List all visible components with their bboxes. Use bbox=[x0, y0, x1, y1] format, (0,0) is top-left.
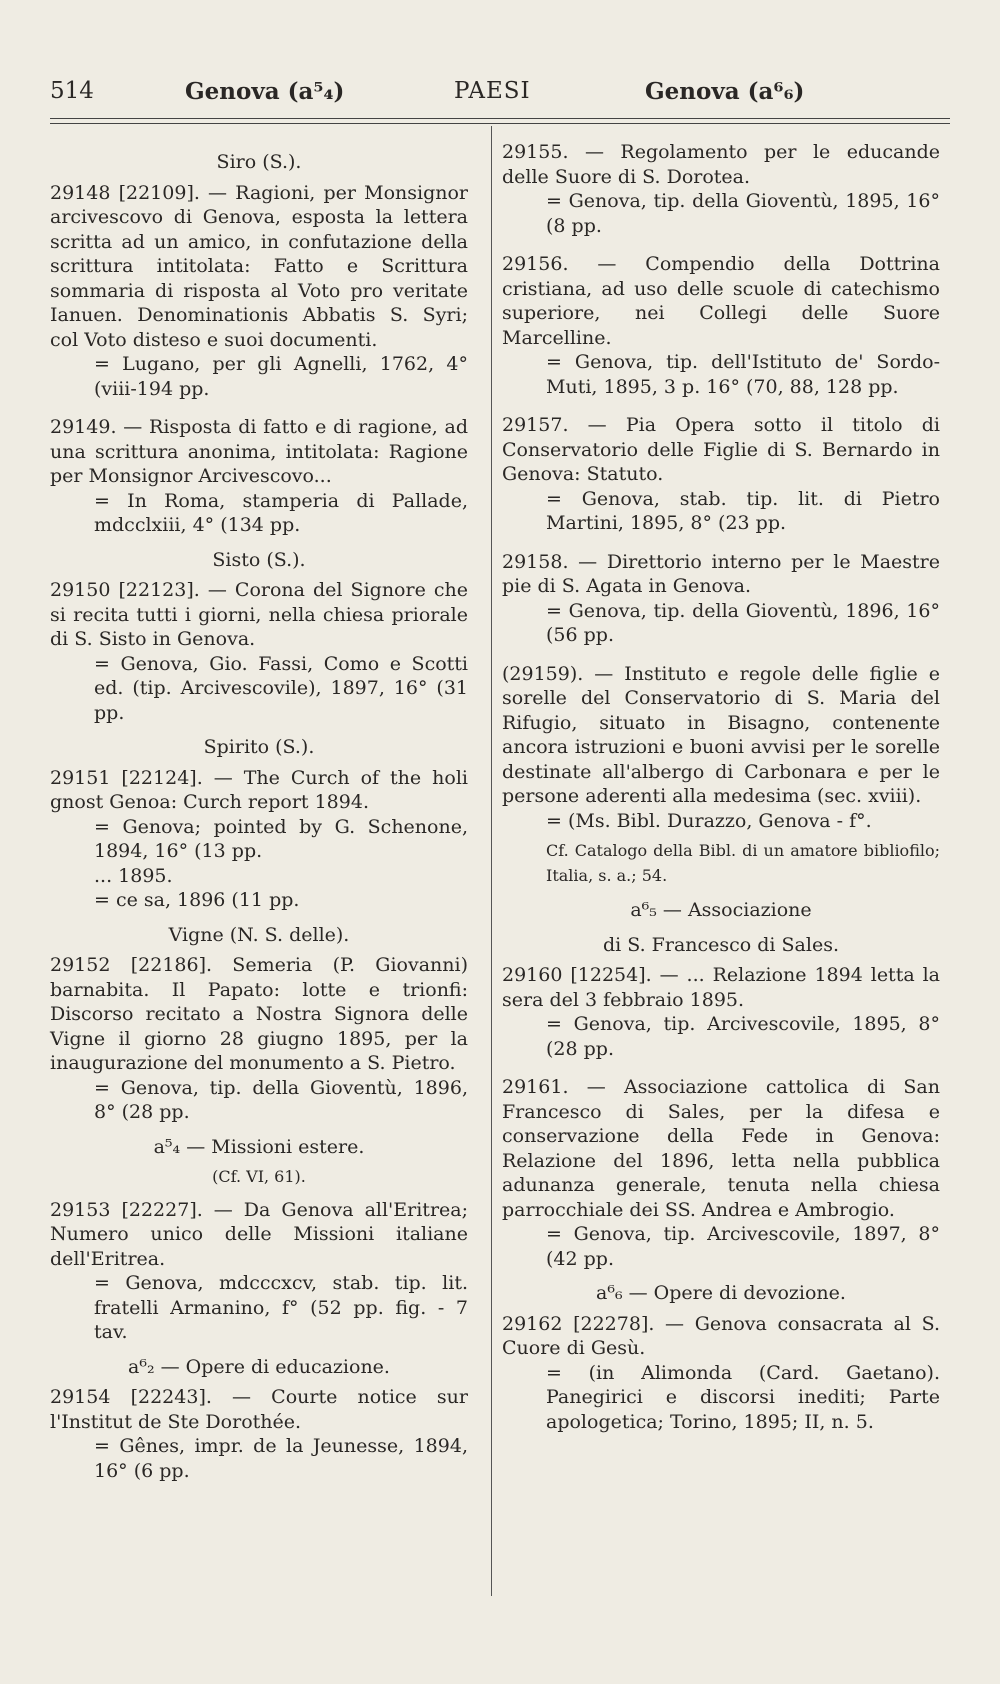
entry-imprint: = Genova, tip. Arcivescovile, 1895, 8° (28 pp. bbox=[546, 1013, 940, 1060]
catalog-entry: 29153 [22227]. — Da Genova all'Eritrea; Numero unico delle Missioni italiane dell'Eritrea. bbox=[50, 1198, 468, 1270]
catalog-entry: 29161. — Associazione cattolica di San Francesco di Sales, per la difesa e conservazione della Fede in Genova: Relazione del 1896, letta nella pubblica adunanza generale, tenuta nella chiesa parrocchiale dei SS. Andrea e Ambrogio. bbox=[502, 1076, 940, 1221]
entry-imprint: = ce sa, 1896 (11 pp. bbox=[94, 889, 300, 911]
catalog-entry: 29148 [22109]. — Ragioni, per Monsignor arcivescovo di Genova, esposta la lettera scritta ad un amico, in confutazione della scrittura intitolata: Fatto e Scrittura sommaria di risposta al Voto pro veritate Ianuen. Denominationis Abbatis S. Syri; col Voto disteso e suoi documenti. bbox=[50, 181, 468, 351]
catalog-entry: 29154 [22243]. — Courte notice sur l'Institut de Ste Dorothée. bbox=[50, 1386, 468, 1433]
catalog-entry: 29151 [22124]. — The Curch of the holi gnost Genoa: Curch report 1894. bbox=[50, 766, 468, 813]
section-crossref: (Cf. VI, 61). bbox=[212, 1167, 306, 1186]
catalog-entry: 29155. — Regolamento per le educande delle Suore di S. Dorotea. bbox=[502, 141, 940, 188]
catalog-entry: 29150 [22123]. — Corona del Signore che si recita tutti i giorni, nella chiesa priorale di S. Sisto in Genova. bbox=[50, 579, 468, 650]
entry-imprint: = Genova, tip. della Gioventù, 1896, 8° (28 pp. bbox=[94, 1076, 468, 1123]
catalog-entry: (29159). — Instituto e regole delle figlie e sorelle del Conservatorio di S. Maria del Rifugio, situato in Bisagno, contenente ancora istruzioni e buoni avvisi per le sorelle destinate all'albergo di Carbonara e per le persone aderenti alla medesima (sec. xviii). bbox=[502, 662, 940, 807]
page-number: 514 bbox=[50, 78, 94, 104]
catalog-entry: 29157. — Pia Opera sotto il titolo di Conservatorio delle Figlie di S. Bernardo in Genova: Statuto. bbox=[502, 414, 940, 485]
entry-gap bbox=[502, 399, 940, 413]
entry-imprint: ... 1895. bbox=[94, 864, 173, 887]
section-heading: Spirito (S.). bbox=[203, 736, 315, 758]
section-heading: a⁵₄ — Missioni estere. bbox=[153, 1135, 365, 1158]
entry-note: Cf. Catalogo della Bibl. di un amatore bibliofilo; Italia, s. a.; 54. bbox=[546, 841, 940, 885]
entry-imprint: = Genova, stab. tip. lit. di Pietro Martini, 1895, 8° (23 pp. bbox=[546, 487, 940, 534]
entry-imprint: = Gênes, impr. de la Jeunesse, 1894, 16° (6 pp. bbox=[94, 1435, 468, 1482]
running-header bbox=[50, 70, 950, 110]
entry-gap bbox=[502, 1061, 940, 1075]
section-heading: Sisto (S.). bbox=[212, 548, 306, 571]
entry-imprint: = Genova, tip. della Gioventù, 1895, 16° (8 pp. bbox=[546, 190, 940, 237]
entry-imprint: = Genova, mdcccxcv, stab. tip. lit. fratelli Armanino, f° (52 pp. fig. - 7 tav. bbox=[94, 1272, 468, 1343]
catalog-entry: 29149. — Risposta di fatto e di ragione, ad una scrittura anonima, intitolata: Ragione per Monsignor Arcivescovo... bbox=[50, 416, 468, 487]
section-heading: a⁶₂ — Opere di educazione. bbox=[128, 1355, 390, 1378]
entry-imprint: = In Roma, stamperia di Pallade, mdcclxiii, 4° (134 pp. bbox=[94, 489, 468, 536]
section-heading: di S. Francesco di Sales. bbox=[602, 933, 839, 956]
entry-gap bbox=[502, 648, 940, 662]
entry-imprint: = (Ms. Bibl. Durazzo, Genova - f°. bbox=[546, 809, 872, 832]
entry-imprint: = (in Alimonda (Card. Gaetano). Panegirici e discorsi inediti; Parte apologetica; Torino, 1895; II, n. 5. bbox=[546, 1361, 940, 1433]
entry-imprint: = Genova; pointed by G. Schenone, 1894, 16° (13 pp. bbox=[94, 815, 468, 862]
entry-imprint: = Genova, Gio. Fassi, Como e Scotti ed. (tip. Arcivescovile), 1897, 16° (31 pp. bbox=[94, 652, 468, 724]
section-heading: a⁶₆ — Opere di devozione. bbox=[596, 1282, 846, 1304]
header-rule-top bbox=[50, 118, 950, 119]
entry-imprint: = Genova, tip. dell'Istituto de' Sordo-Muti, 1895, 3 p. 16° (70, 88, 128 pp. bbox=[546, 351, 940, 398]
section-heading: a⁶₅ — Associazione bbox=[630, 899, 812, 921]
header-section: PAESI bbox=[454, 78, 531, 104]
header-left-title: Genova (a⁵₄) bbox=[185, 78, 345, 105]
left-column bbox=[50, 140, 468, 1483]
header-rule-bottom bbox=[50, 123, 950, 124]
catalog-entry: 29160 [12254]. — ... Relazione 1894 letta la sera del 3 febbraio 1895. bbox=[502, 964, 940, 1011]
catalog-entry: 29158. — Direttorio interno per le Maestre pie di S. Agata in Genova. bbox=[502, 550, 940, 597]
catalog-entry: 29156. — Compendio della Dottrina cristiana, ad uso delle scuole di catechismo superiore, nei Collegi delle Suore Marcelline. bbox=[502, 253, 940, 349]
column-divider bbox=[491, 126, 492, 1596]
section-heading: Siro (S.). bbox=[216, 151, 302, 173]
entry-imprint: = Genova, tip. della Gioventù, 1896, 16° (56 pp. bbox=[546, 599, 940, 646]
entry-imprint: = Lugano, per gli Agnelli, 1762, 4° (viii-194 pp. bbox=[94, 353, 468, 400]
entry-imprint: = Genova, tip. Arcivescovile, 1897, 8° (42 pp. bbox=[546, 1223, 940, 1270]
entry-gap bbox=[502, 238, 940, 252]
right-column bbox=[502, 140, 940, 1434]
catalog-entry: 29152 [22186]. Semeria (P. Giovanni) barnabita. Il Papato: lotte e trionfi: Discorso recitato a Nostra Signora delle Vigne il giorno 28 giugno 1895, per la inaugurazione del monumento a S. Pietro. bbox=[50, 954, 468, 1074]
entry-gap bbox=[502, 536, 940, 550]
header-right-title: Genova (a⁶₆) bbox=[645, 78, 805, 105]
entry-gap bbox=[50, 401, 468, 415]
section-heading: Vigne (N. S. delle). bbox=[168, 923, 350, 946]
catalog-entry: 29162 [22278]. — Genova consacrata al S. Cuore di Gesù. bbox=[502, 1312, 940, 1359]
